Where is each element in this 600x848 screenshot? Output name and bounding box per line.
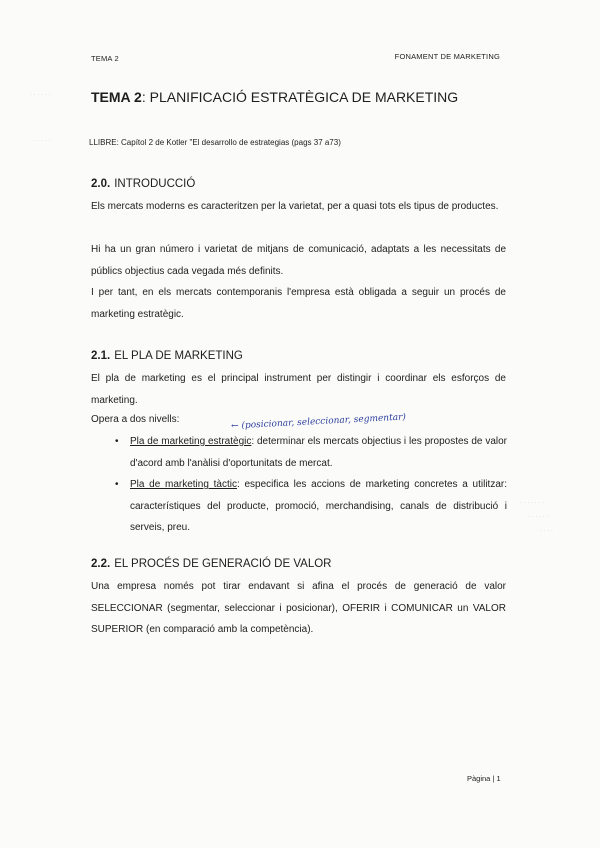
section-title: INTRODUCCIÓ xyxy=(114,178,196,190)
bullet-term: Pla de marketing estratègic xyxy=(130,436,252,447)
section-title: EL PROCÉS DE GENERACIÓ DE VALOR xyxy=(114,558,332,570)
section-number: 2.2. xyxy=(91,558,111,570)
section-heading-proces-generacio-valor xyxy=(91,558,331,570)
show-through-smudge: · · · · · · · xyxy=(520,500,544,506)
show-through-smudge: · · · · · xyxy=(34,138,51,144)
paragraph: Una empresa només pot tirar endavant si afina el procés de generació de valor SELECCIONAR (segmentar, seleccionar i posicionar), OFERIR i COMUNICAR un VALOR SUPERIOR (en comparació amb la competència). xyxy=(91,581,506,635)
paragraph: Els mercats moderns es caracteritzen per la varietat, per a quasi tots els tipus de productes. xyxy=(91,201,499,212)
header-right: FONAMENT DE MARKETING xyxy=(394,52,500,61)
section-number: 2.0. xyxy=(91,178,111,190)
section-number: 2.1. xyxy=(91,350,111,362)
show-through-smudge: · · · · · · xyxy=(30,92,51,98)
section-title: EL PLA DE MARKETING xyxy=(114,350,243,362)
section-heading-introduccio xyxy=(91,178,195,190)
bullet-text: : especifica les accions de marketing concretes a utilitzar: característiques del producte, promoció, merchandising, canals de distribució i serveis, preu. xyxy=(130,479,507,533)
title-rest: : PLANIFICACIÓ ESTRATÈGICA DE MARKETING xyxy=(141,89,459,105)
show-through-smudge: · · · · xyxy=(540,528,553,534)
bullet-marker: • xyxy=(115,479,119,490)
header-left: TEMA 2 xyxy=(91,54,119,63)
bullet-item xyxy=(111,474,507,539)
show-through-smudge: · · · · · · xyxy=(528,514,549,520)
paragraph: I per tant, en els mercats contemporanis l'empresa està obligada a seguir un procés de marketing estratègic. xyxy=(91,287,506,320)
title-lead: TEMA 2 xyxy=(91,89,142,105)
section-heading-pla-de-marketing xyxy=(91,350,243,362)
paragraph: Opera a dos nivells: xyxy=(91,414,180,425)
page-number: Pàgina | 1 xyxy=(467,774,501,783)
handwritten-note: ← (posicionar, seleccionar, segmentar) xyxy=(230,412,407,432)
bullet-list xyxy=(111,431,507,539)
page-title xyxy=(91,89,458,105)
paragraph: Hi ha un gran número i varietat de mitjans de comunicació, adaptats a les necessitats de públics objectius cada vegada més definits. xyxy=(91,244,506,277)
bullet-text: : determinar els mercats objectius i les propostes de valor d'acord amb l'anàlisi d'oportunitats de mercat. xyxy=(130,436,507,469)
bullet-term: Pla de marketing tàctic xyxy=(130,479,237,490)
book-reference: LLIBRE: Capítol 2 de Kotler "El desarrollo de estrategias (pags 37 a73) xyxy=(89,138,341,147)
bullet-marker: • xyxy=(115,436,119,447)
bullet-item xyxy=(111,431,507,474)
paragraph: El pla de marketing es el principal instrument per distingir i coordinar els esforços de marketing. xyxy=(91,373,506,406)
